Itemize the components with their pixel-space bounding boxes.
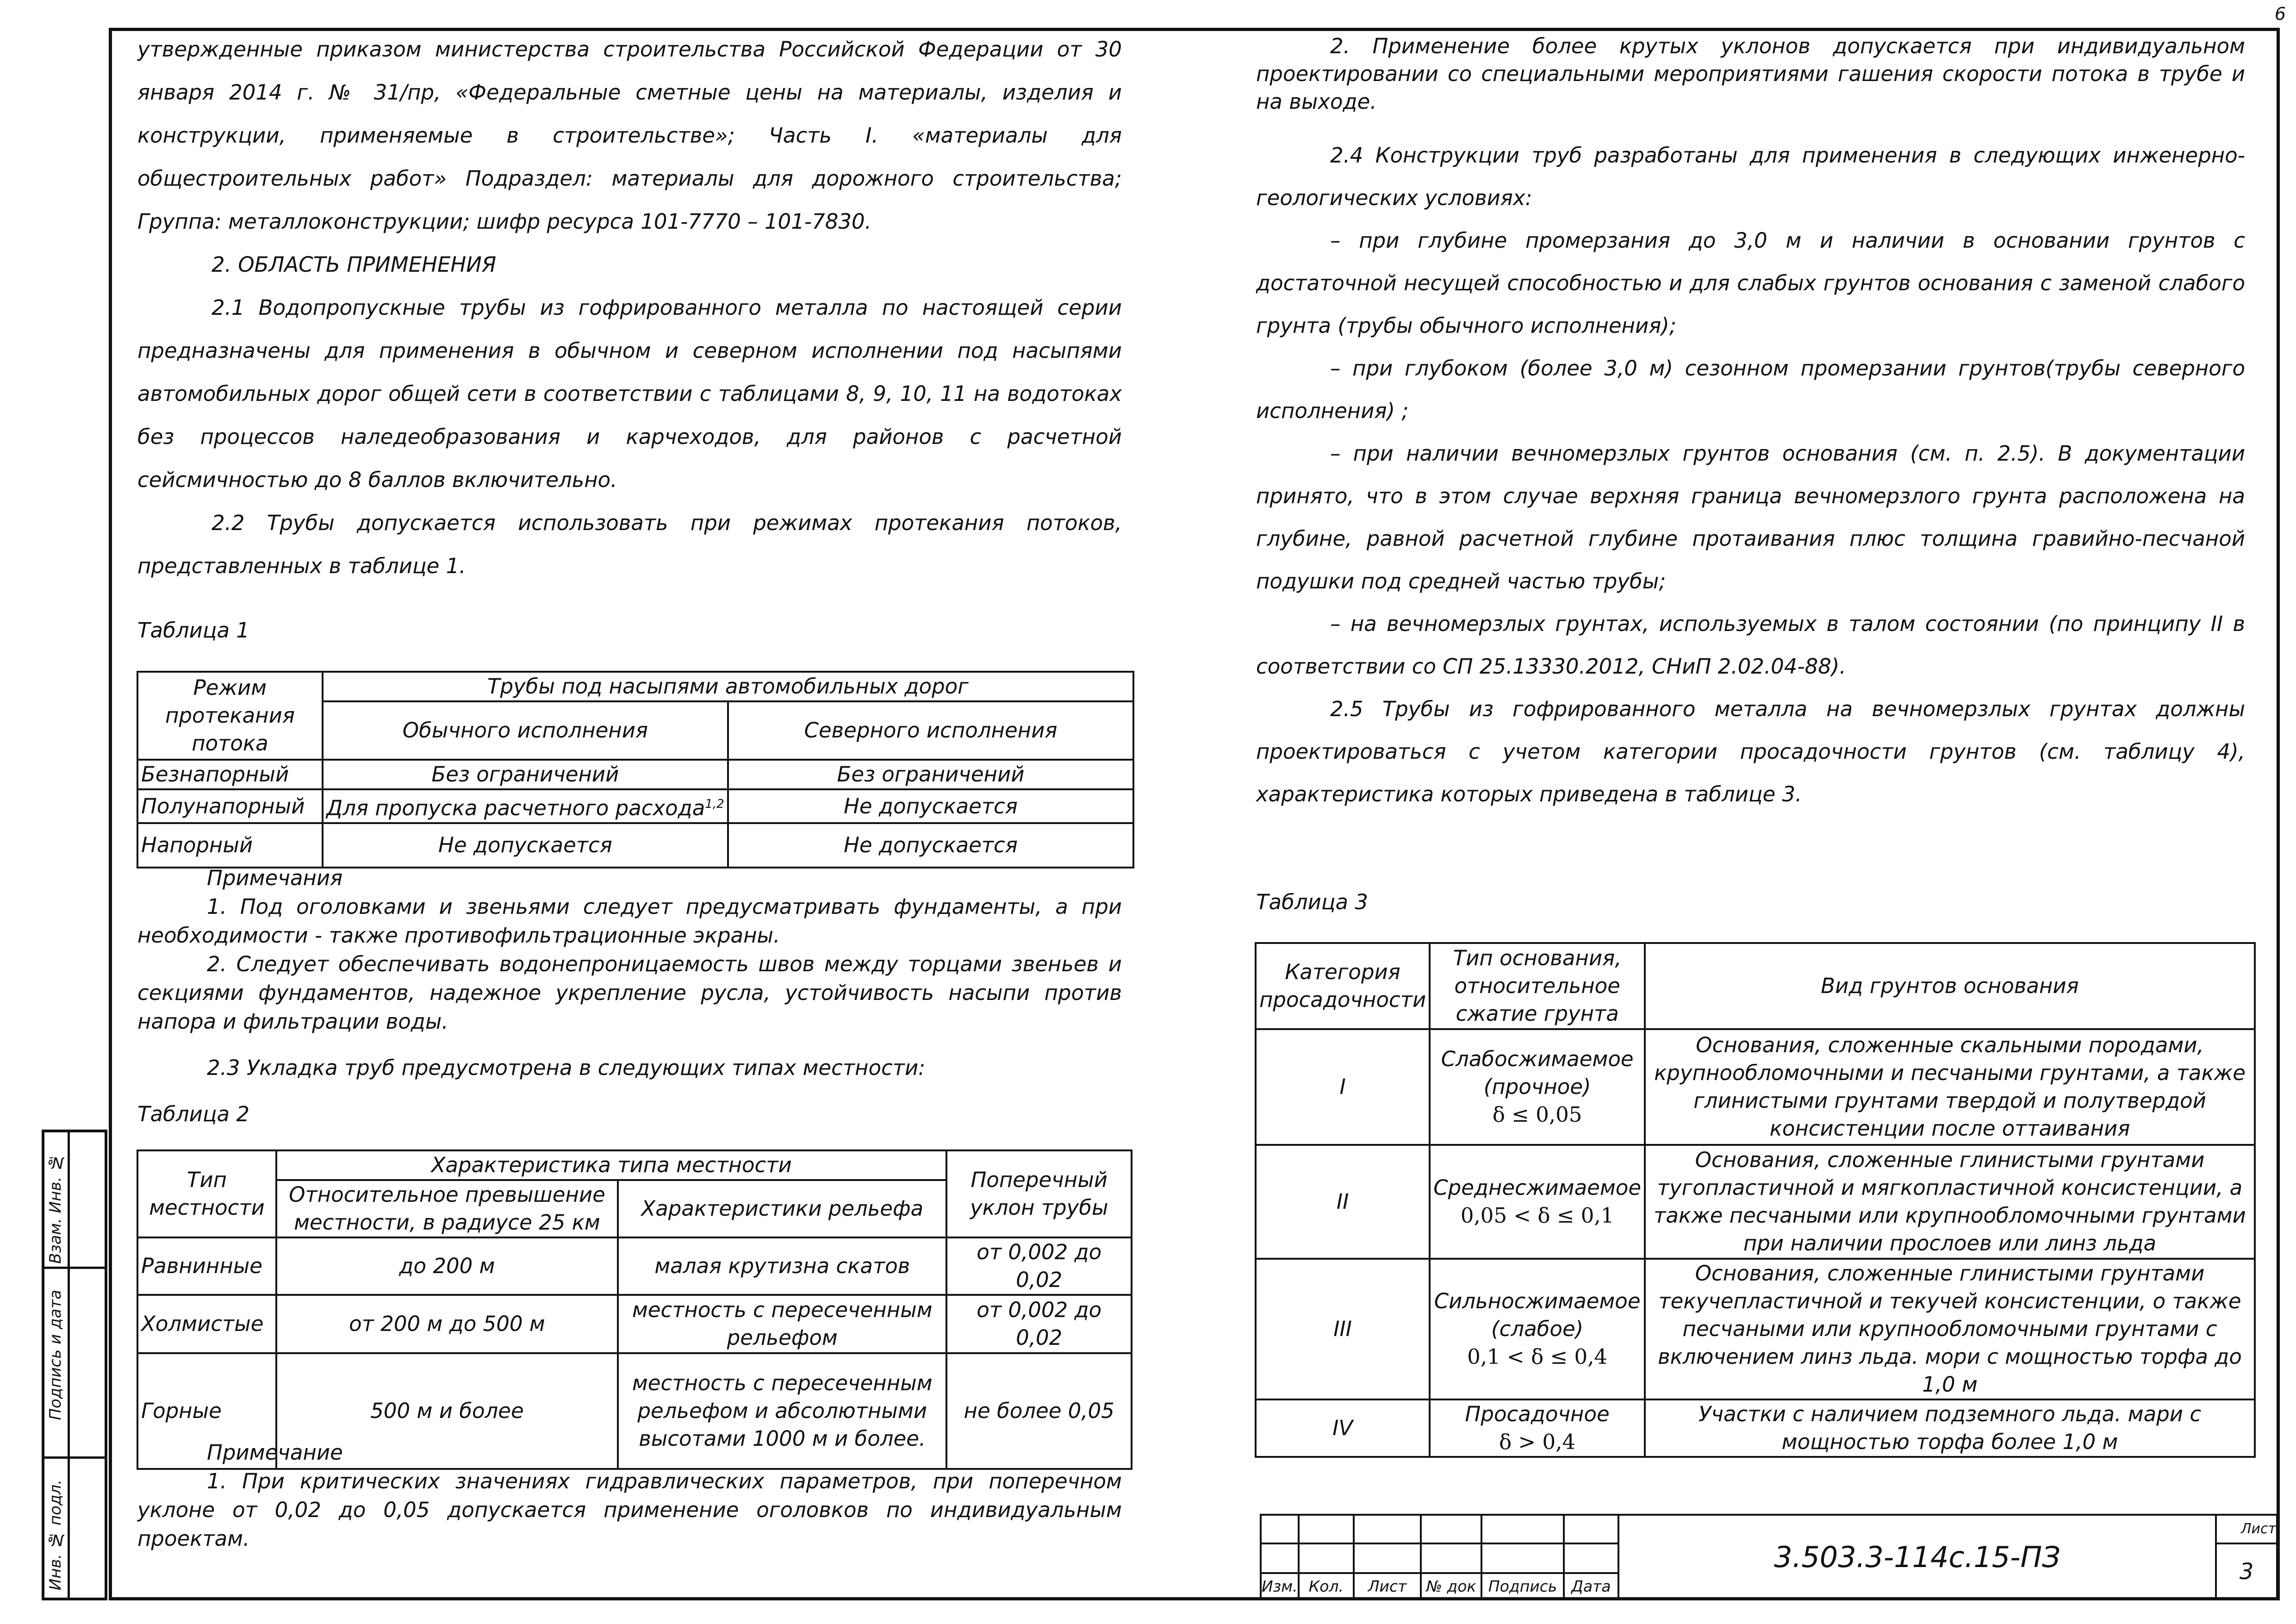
t1-cell: Не допускается <box>323 823 728 868</box>
t3-header-soil: Вид грунтов основания <box>1645 943 2255 1029</box>
table-row <box>137 789 1133 823</box>
stamp-cell <box>1261 1543 1299 1573</box>
t1-header-normal: Обычного исполнения <box>323 701 728 760</box>
table3-caption: Таблица 3 <box>1256 890 1368 914</box>
t3-header-type: Тип основания, относительное сжатие грунта <box>1430 943 1645 1029</box>
side-label-podpis: Подпись и дата <box>46 1290 65 1420</box>
intro-paragraph: утвержденные приказом министерства строительства Российской Федерации от 30 января 2014 г. № 31/пр, «Федеральные сметные цены на материалы, изделия и конструкции, применяемые в строительстве»; Часть I. «материалы для общестроительных работ» Подраздел: материалы для дорожного строительства; Группа: металлоконструкции; шифр ресурса 101-7770 – 101-7830. <box>137 37 1122 234</box>
table-row <box>137 1295 1132 1353</box>
t3-cell: Основания, сложенные глинистыми грунтами тугопластичной и мягкопластичной консистенции, а также песчаными или крупнообломочными грунтами при наличии прослоев или линз льда <box>1645 1145 2255 1259</box>
t2-cell: от 0,002 до 0,02 <box>946 1237 1132 1295</box>
t2-cell: от 200 м до 500 м <box>276 1295 618 1353</box>
t2-cell: малая крутизна скатов <box>618 1237 946 1295</box>
t2-header-relief: Характеристики рельефа <box>618 1180 946 1237</box>
table1-caption: Таблица 1 <box>137 618 249 643</box>
stamp-cell <box>1564 1515 1618 1543</box>
paragraph-2-1: 2.1 Водопропускные трубы из гофрированного металла по настоящей серии предназначены для применения в обычном и северном исполнении под насыпями автомобильных дорог общей сети в соответствии с таблицами 8, 9, 10, 11 на водотоках без процессов наледеобразования и карчеходов, для районов с расчетной сейсмичностью до 8 баллов включительно. <box>137 295 1122 492</box>
stamp-list-number: 3 <box>2216 1543 2277 1599</box>
table-row <box>137 823 1133 868</box>
t3-cell: IV <box>1256 1399 1430 1457</box>
t1-cell-text: Для пропуска расчетного расхода <box>326 796 705 820</box>
stamp-list: Лист <box>1354 1573 1421 1599</box>
t3-delta: δ ≤ 0,05 <box>1492 1102 1582 1127</box>
side-inner-line <box>68 1132 70 1598</box>
stamp-cell <box>1421 1515 1481 1543</box>
notes1-title: Примечания <box>207 866 343 890</box>
t3-delta: 0,1 < δ ≤ 0,4 <box>1467 1344 1608 1369</box>
stamp-cell <box>1261 1515 1299 1543</box>
t3-cell: II <box>1256 1145 1430 1259</box>
t1-cell: Полунапорный <box>137 789 323 823</box>
stamp-cell <box>1354 1543 1421 1573</box>
side-divider <box>44 1456 105 1459</box>
t3-cell <box>1430 1259 1645 1399</box>
t1-cell <box>323 789 728 823</box>
t3-cell: Основания, сложенные глинистыми грунтами текучепластичной и текучей консистенции, о также песчаными или крупнообломочными грунтами с включением линз льда. мори с мощностью торфа до 1,0 м <box>1645 1259 2255 1399</box>
stamp-cell <box>1421 1543 1481 1573</box>
paragraph-2-3: 2.3 Укладка труб предусмотрена в следующих типах местности: <box>207 1056 926 1080</box>
t1-cell: Не допускается <box>728 823 1133 868</box>
notes-1 <box>137 864 1122 1036</box>
notes1-item-2: 2. Следует обеспечивать водонепроницаемость швов между торцами звеньев и секциями фундаментов, надежное укрепление русла, устойчивость насыпи против напора и фильтрации воды. <box>137 952 1122 1034</box>
table-row <box>1256 1399 2255 1457</box>
stamp-list-label: Лист <box>2216 1515 2277 1543</box>
stamp-cell <box>1564 1543 1618 1573</box>
t3-type: Среднесжимаемое <box>1433 1175 1642 1200</box>
table-row <box>137 760 1133 789</box>
t3-cell: Основания, сложенные скальными породами, крупнообломочными и песчаными грунтами, а также глинистыми грунтами твердой и полутвердой консистенции после оттаивания <box>1645 1029 2255 1145</box>
right-column-top <box>1256 32 2245 116</box>
left-column <box>137 28 1122 587</box>
t2-cell: местность с пересеченным рельефом и абсолютными высотами 1000 м и более. <box>618 1353 946 1469</box>
stamp-cell <box>1481 1543 1564 1573</box>
stamp-kol: Кол. <box>1299 1573 1354 1599</box>
t2-cell: местность с пересеченным рельефом <box>618 1295 946 1353</box>
t1-header-group: Трубы под насыпями автомобильных дорог <box>323 672 1133 701</box>
t3-cell: Участки с наличием подземного льда. мари с мощностью торфа более 1,0 м <box>1645 1399 2255 1457</box>
t1-cell: Не допускается <box>728 789 1133 823</box>
paragraph-2-2: 2.2 Трубы допускается использовать при режимах протекания потоков, представленных в таблице 1. <box>137 511 1122 578</box>
t3-cell: I <box>1256 1029 1430 1145</box>
t1-cell: Безнапорный <box>137 760 323 789</box>
table-row <box>1256 1029 2255 1145</box>
footnote-mark: 1,2 <box>705 797 724 811</box>
title-block <box>1260 1514 2278 1600</box>
table2-caption: Таблица 2 <box>137 1102 249 1126</box>
t3-type: Сильносжимаемое (слабое) <box>1434 1289 1641 1341</box>
side-stamp <box>42 1130 107 1600</box>
t1-cell: Без ограничений <box>323 760 728 789</box>
t2-cell: Холмистые <box>137 1295 276 1353</box>
stamp-cell <box>1481 1515 1564 1543</box>
t2-cell: от 0,002 до 0,02 <box>946 1295 1132 1353</box>
bullet-1: – при глубине промерзания до 3,0 м и наличии в основании грунтов с достаточной несущей способностью и для слабых грунтов основания с заменой слабого грунта (трубы обычного исполнения); <box>1256 228 2245 338</box>
section-title: 2. ОБЛАСТЬ ПРИМЕНЕНИЯ <box>212 252 497 277</box>
t3-cell <box>1430 1145 1645 1259</box>
stamp-ndok: № док <box>1421 1573 1481 1599</box>
table-row <box>1256 1145 2255 1259</box>
stamp-cell <box>1299 1543 1354 1573</box>
stamp-podpis: Подпись <box>1481 1573 1564 1599</box>
table-row <box>1256 1259 2255 1399</box>
table-row <box>137 1237 1132 1295</box>
t3-cell <box>1430 1399 1645 1457</box>
side-divider <box>44 1267 105 1269</box>
t3-cell <box>1430 1029 1645 1145</box>
side-label-vzam: Взам. Инв. № <box>46 1153 65 1264</box>
stamp-cell <box>1299 1515 1354 1543</box>
t3-header-cat: Категория просадочности <box>1256 943 1430 1029</box>
document-code: 3.503.3-114с.15-ПЗ <box>1618 1515 2216 1599</box>
t2-cell: до 200 м <box>276 1237 618 1295</box>
bullet-2: – при глубоком (более 3,0 м) сезонном промерзании грунтов(трубы северного исполнения) ; <box>1256 356 2245 423</box>
t2-header-slope: Поперечный уклон трубы <box>946 1150 1132 1237</box>
t1-header-mode: Режим протекания потока <box>137 672 323 760</box>
table-2 <box>137 1149 1132 1470</box>
t3-type: Слабосжимаемое (прочное) <box>1441 1047 1634 1099</box>
t1-header-north: Северного исполнения <box>728 701 1133 760</box>
paragraph-2-4: 2.4 Конструкции труб разработаны для применения в следующих инженерно-геологических условиях: <box>1256 143 2245 210</box>
t2-cell: Горные <box>137 1353 276 1469</box>
paragraph-2-5: 2.5 Трубы из гофрированного металла на вечномерзлых грунтах должны проектироваться с учетом категории просадочности грунтов (см. таблицу 4), характеристика которых приведена в таблице 3. <box>1256 697 2245 806</box>
t3-cell: III <box>1256 1259 1430 1399</box>
t2-cell: не более 0,05 <box>946 1353 1132 1469</box>
t2-header-type: Тип местности <box>137 1150 276 1237</box>
notes-2 <box>137 1438 1122 1553</box>
stamp-data: Дата <box>1564 1573 1618 1599</box>
right-column <box>1256 134 2245 816</box>
notes2-item-1: 1. При критических значениях гидравлических параметров, при поперечном уклоне от 0,02 до 0,05 допускается применение оголовков по индивидуальным проектам. <box>137 1469 1122 1551</box>
stamp-izm: Изм. <box>1261 1573 1299 1599</box>
notes2-title: Примечание <box>207 1440 343 1465</box>
table-3 <box>1255 942 2256 1458</box>
t2-cell: 500 м и более <box>276 1353 618 1469</box>
t1-cell: Напорный <box>137 823 323 868</box>
t1-cell: Без ограничений <box>728 760 1133 789</box>
paragraph-slope: 2. Применение более крутых уклонов допускается при индивидуальном проектировании со специальными мероприятиями гашения скорости потока в трубе и на выходе. <box>1256 34 2245 114</box>
stamp-cell <box>1354 1515 1421 1543</box>
sheet-number-top: 6 <box>2274 4 2286 24</box>
t3-type: Просадочное <box>1465 1402 1610 1426</box>
t2-cell: Равнинные <box>137 1237 276 1295</box>
t2-header-rel: Относительное превышение местности, в радиусе 25 км <box>276 1180 618 1237</box>
t2-header-group: Характеристика типа местности <box>276 1150 947 1180</box>
bullet-3: – при наличии вечномерзлых грунтов основания (см. п. 2.5). В документации принято, что в этом случае верхняя граница вечномерзлого грунта расположена на глубине, равной расчетной глубине протаивания плюс толщина гравийно-песчаной подушки под средней частью трубы; <box>1256 441 2245 593</box>
t3-delta: δ > 0,4 <box>1499 1430 1576 1454</box>
bullet-4: – на вечномерзлых грунтах, используемых в талом состоянии (по принципу II в соответствии со СП 25.13330.2012, СНиП 2.02.04-88). <box>1256 612 2245 679</box>
side-label-inv: Инв. № подл. <box>46 1480 65 1591</box>
table-1 <box>137 671 1134 868</box>
t3-delta: 0,05 < δ ≤ 0,1 <box>1460 1203 1614 1228</box>
notes1-item-1: 1. Под оголовками и звеньями следует предусматривать фундаменты, а при необходимости - также противофильтрационные экраны. <box>137 894 1122 948</box>
